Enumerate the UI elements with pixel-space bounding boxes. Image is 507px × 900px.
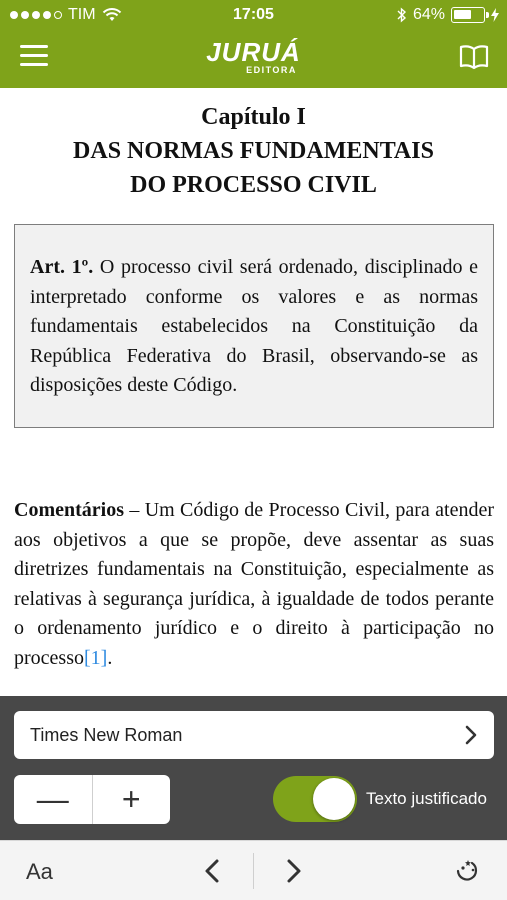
- toolbar-divider: [253, 853, 254, 889]
- next-page-button[interactable]: [282, 857, 306, 890]
- chapter-title-line1: DAS NORMAS FUNDAMENTAIS: [73, 138, 434, 164]
- status-time: 17:05: [233, 6, 274, 23]
- previous-page-button[interactable]: [200, 857, 224, 890]
- justify-toggle[interactable]: [273, 776, 357, 822]
- font-name: Times New Roman: [30, 724, 183, 745]
- comment-text: – Um Código de Processo Civil, para atender aos objetivos a que se propõe, deve assentar as suas diretrizes fundamentais na Constituição, especialmente as relativas à segurança jurídica, à igualdade de todos perante o ordenamento jurídico e o direito à participação no processo: [14, 499, 494, 669]
- battery-fill: [454, 10, 471, 19]
- article-label: Art. 1º.: [30, 256, 94, 278]
- bluetooth-icon: [397, 7, 407, 23]
- font-selector[interactable]: [14, 711, 494, 759]
- moon-stars-icon: [452, 857, 480, 885]
- nav-bar: [0, 30, 507, 88]
- justify-label: Texto justificado: [366, 789, 487, 808]
- toggle-knob: [313, 778, 355, 820]
- reader-content[interactable]: [0, 88, 507, 696]
- book-button[interactable]: [459, 44, 489, 70]
- chevron-left-icon: [200, 857, 224, 885]
- font-settings-button[interactable]: Aa: [26, 859, 53, 884]
- increase-font-button[interactable]: +: [121, 781, 141, 817]
- chapter-title-line2: DO PROCESSO CIVIL: [130, 172, 377, 198]
- article-box: [14, 224, 494, 428]
- comment-paragraph: [14, 496, 494, 674]
- battery-icon: [451, 7, 485, 23]
- night-mode-button[interactable]: [452, 857, 480, 890]
- comment-label: Comentários: [14, 499, 124, 521]
- chevron-right-icon: [464, 724, 478, 746]
- article-text: O processo civil será ordenado, disciplinado e interpretado conforme os valores e as normas fundamentais estabelecidos na Constituição da República Federativa do Brasil, observando-se as disposições deste Código.: [30, 256, 478, 397]
- text-settings-panel: [0, 696, 507, 840]
- chapter-number: Capítulo I: [201, 104, 306, 130]
- chevron-right-icon: [282, 857, 306, 885]
- chapter-heading: [0, 100, 507, 202]
- comment-end: .: [107, 646, 113, 669]
- status-bar: [0, 0, 507, 30]
- jurua-logo: JURUÁ EDITORA: [206, 37, 301, 75]
- bottom-toolbar: [0, 840, 507, 900]
- decrease-font-button[interactable]: —: [14, 775, 93, 824]
- font-size-stepper: [14, 775, 170, 824]
- book-icon: [459, 44, 489, 70]
- status-right: [397, 6, 499, 24]
- footnote-link[interactable]: [1]: [83, 646, 108, 669]
- carrier-label: TIM: [68, 6, 96, 23]
- top-bar: [0, 0, 507, 88]
- battery-percent: 64%: [412, 6, 445, 23]
- charging-icon: [491, 8, 499, 22]
